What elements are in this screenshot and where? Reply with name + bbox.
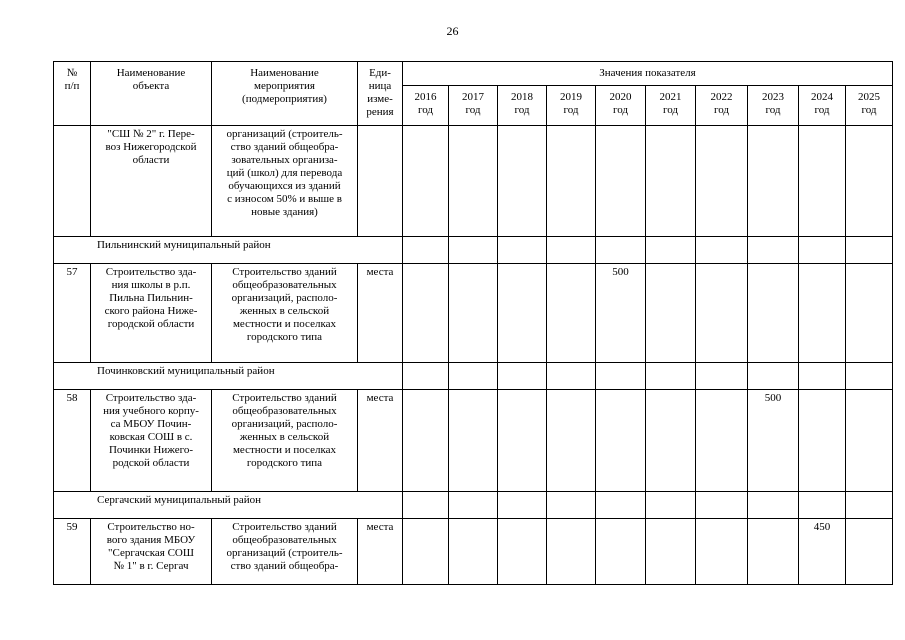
value-cell	[403, 264, 449, 363]
indicator-table	[53, 61, 893, 585]
header-year: 2018 год	[498, 86, 547, 126]
value-cell	[799, 363, 846, 390]
table-row	[54, 519, 893, 585]
value-cell	[596, 237, 646, 264]
value-cell	[596, 363, 646, 390]
header-values: Значения показателя	[403, 62, 893, 86]
header-year: 2024 год	[799, 86, 846, 126]
event-name: Строительство зданий общеобразовательных организаций, располо- женных в сельской местности и поселках городского типа	[212, 390, 358, 492]
value-cell	[547, 237, 596, 264]
header-year: 2019 год	[547, 86, 596, 126]
value-cell	[696, 363, 748, 390]
event-name: Строительство зданий общеобразовательных организаций (строитель- ство зданий общеобра-	[212, 519, 358, 585]
value-cell	[596, 126, 646, 237]
district-row	[54, 363, 893, 390]
value-cell	[449, 237, 498, 264]
row-number: 57	[54, 264, 91, 363]
district-row	[54, 237, 893, 264]
value-cell	[596, 519, 646, 585]
table-row	[54, 126, 893, 237]
header-event: Наименование мероприятия (подмероприятия)	[212, 62, 358, 126]
value-cell	[846, 390, 893, 492]
value-cell	[696, 390, 748, 492]
value-cell	[547, 519, 596, 585]
value-cell	[403, 237, 449, 264]
row-number: 59	[54, 519, 91, 585]
value-cell	[696, 264, 748, 363]
header-year: 2020 год	[596, 86, 646, 126]
row-number: 58	[54, 390, 91, 492]
value-cell	[498, 264, 547, 363]
header-object: Наименование объекта	[91, 62, 212, 126]
value-cell	[646, 390, 696, 492]
district-label: Пильнинский муниципальный район	[97, 239, 271, 251]
district-name	[54, 237, 403, 264]
district-label: Починковский муниципальный район	[97, 365, 275, 377]
value-cell	[498, 363, 547, 390]
object-name: Строительство зда- ния учебного корпу- са МБОУ Почин- ковская СОШ в с. Починки Нижего- родской области	[91, 390, 212, 492]
value-cell	[748, 264, 799, 363]
table-row	[54, 264, 893, 363]
value-cell	[547, 363, 596, 390]
value-cell	[547, 126, 596, 237]
header-year: 2025 год	[846, 86, 893, 126]
value-cell	[498, 492, 547, 519]
value-cell	[403, 519, 449, 585]
value-cell	[748, 492, 799, 519]
district-name	[54, 363, 403, 390]
value-cell	[646, 519, 696, 585]
header-year: 2017 год	[449, 86, 498, 126]
unit-cell: места	[358, 264, 403, 363]
value-cell	[403, 492, 449, 519]
value-cell	[646, 264, 696, 363]
value-cell	[498, 237, 547, 264]
value-cell	[748, 126, 799, 237]
value-cell	[696, 519, 748, 585]
row-number	[54, 126, 91, 237]
object-name: Строительство но- вого здания МБОУ "Сергачская СОШ № 1" в г. Сергач	[91, 519, 212, 585]
district-row	[54, 492, 893, 519]
value-cell	[846, 492, 893, 519]
value-cell	[449, 492, 498, 519]
header-year: 2023 год	[748, 86, 799, 126]
header-unit: Еди- ница изме- рения	[358, 62, 403, 126]
value-cell	[449, 519, 498, 585]
value-cell	[449, 126, 498, 237]
value-cell	[799, 492, 846, 519]
value-cell	[846, 264, 893, 363]
value-cell	[646, 492, 696, 519]
table-row	[54, 390, 893, 492]
value-cell	[696, 237, 748, 264]
district-label: Сергачский муниципальный район	[97, 494, 262, 506]
header-year: 2016 год	[403, 86, 449, 126]
value-cell	[449, 390, 498, 492]
value-cell	[403, 390, 449, 492]
unit-cell: места	[358, 519, 403, 585]
value-cell	[799, 126, 846, 237]
value-cell	[799, 237, 846, 264]
value-cell	[646, 126, 696, 237]
unit-cell	[358, 126, 403, 237]
value-cell	[596, 492, 646, 519]
value-cell	[846, 519, 893, 585]
value-cell	[547, 264, 596, 363]
header-year: 2021 год	[646, 86, 696, 126]
value-cell	[403, 363, 449, 390]
value-cell	[646, 363, 696, 390]
value-cell	[846, 237, 893, 264]
value-cell: 450	[799, 519, 846, 585]
value-cell	[846, 363, 893, 390]
value-cell	[748, 237, 799, 264]
value-cell	[449, 264, 498, 363]
value-cell	[696, 492, 748, 519]
value-cell	[403, 126, 449, 237]
value-cell	[696, 126, 748, 237]
object-name: "СШ № 2" г. Пере- воз Нижегородской области	[91, 126, 212, 237]
value-cell	[646, 237, 696, 264]
value-cell	[748, 363, 799, 390]
page-number: 26	[446, 24, 459, 38]
value-cell	[498, 390, 547, 492]
header-year: 2022 год	[696, 86, 748, 126]
value-cell	[799, 264, 846, 363]
value-cell: 500	[748, 390, 799, 492]
value-cell	[547, 492, 596, 519]
value-cell	[799, 390, 846, 492]
value-cell	[498, 519, 547, 585]
district-name	[54, 492, 403, 519]
event-name: Строительство зданий общеобразовательных организаций, располо- женных в сельской местности и поселках городского типа	[212, 264, 358, 363]
value-cell	[846, 126, 893, 237]
value-cell	[547, 390, 596, 492]
value-cell	[449, 363, 498, 390]
object-name: Строительство зда- ния школы в р.п. Пильна Пильнин- ского района Ниже- городской области	[91, 264, 212, 363]
value-cell: 500	[596, 264, 646, 363]
value-cell	[748, 519, 799, 585]
event-name: организаций (строитель- ство зданий общеобра- зовательных организа- ций (школ) для перевода обучающихся из зданий с износом 50% и выше в новые здания)	[212, 126, 358, 237]
header-num: № п/п	[54, 62, 91, 126]
unit-cell: места	[358, 390, 403, 492]
value-cell	[596, 390, 646, 492]
value-cell	[498, 126, 547, 237]
